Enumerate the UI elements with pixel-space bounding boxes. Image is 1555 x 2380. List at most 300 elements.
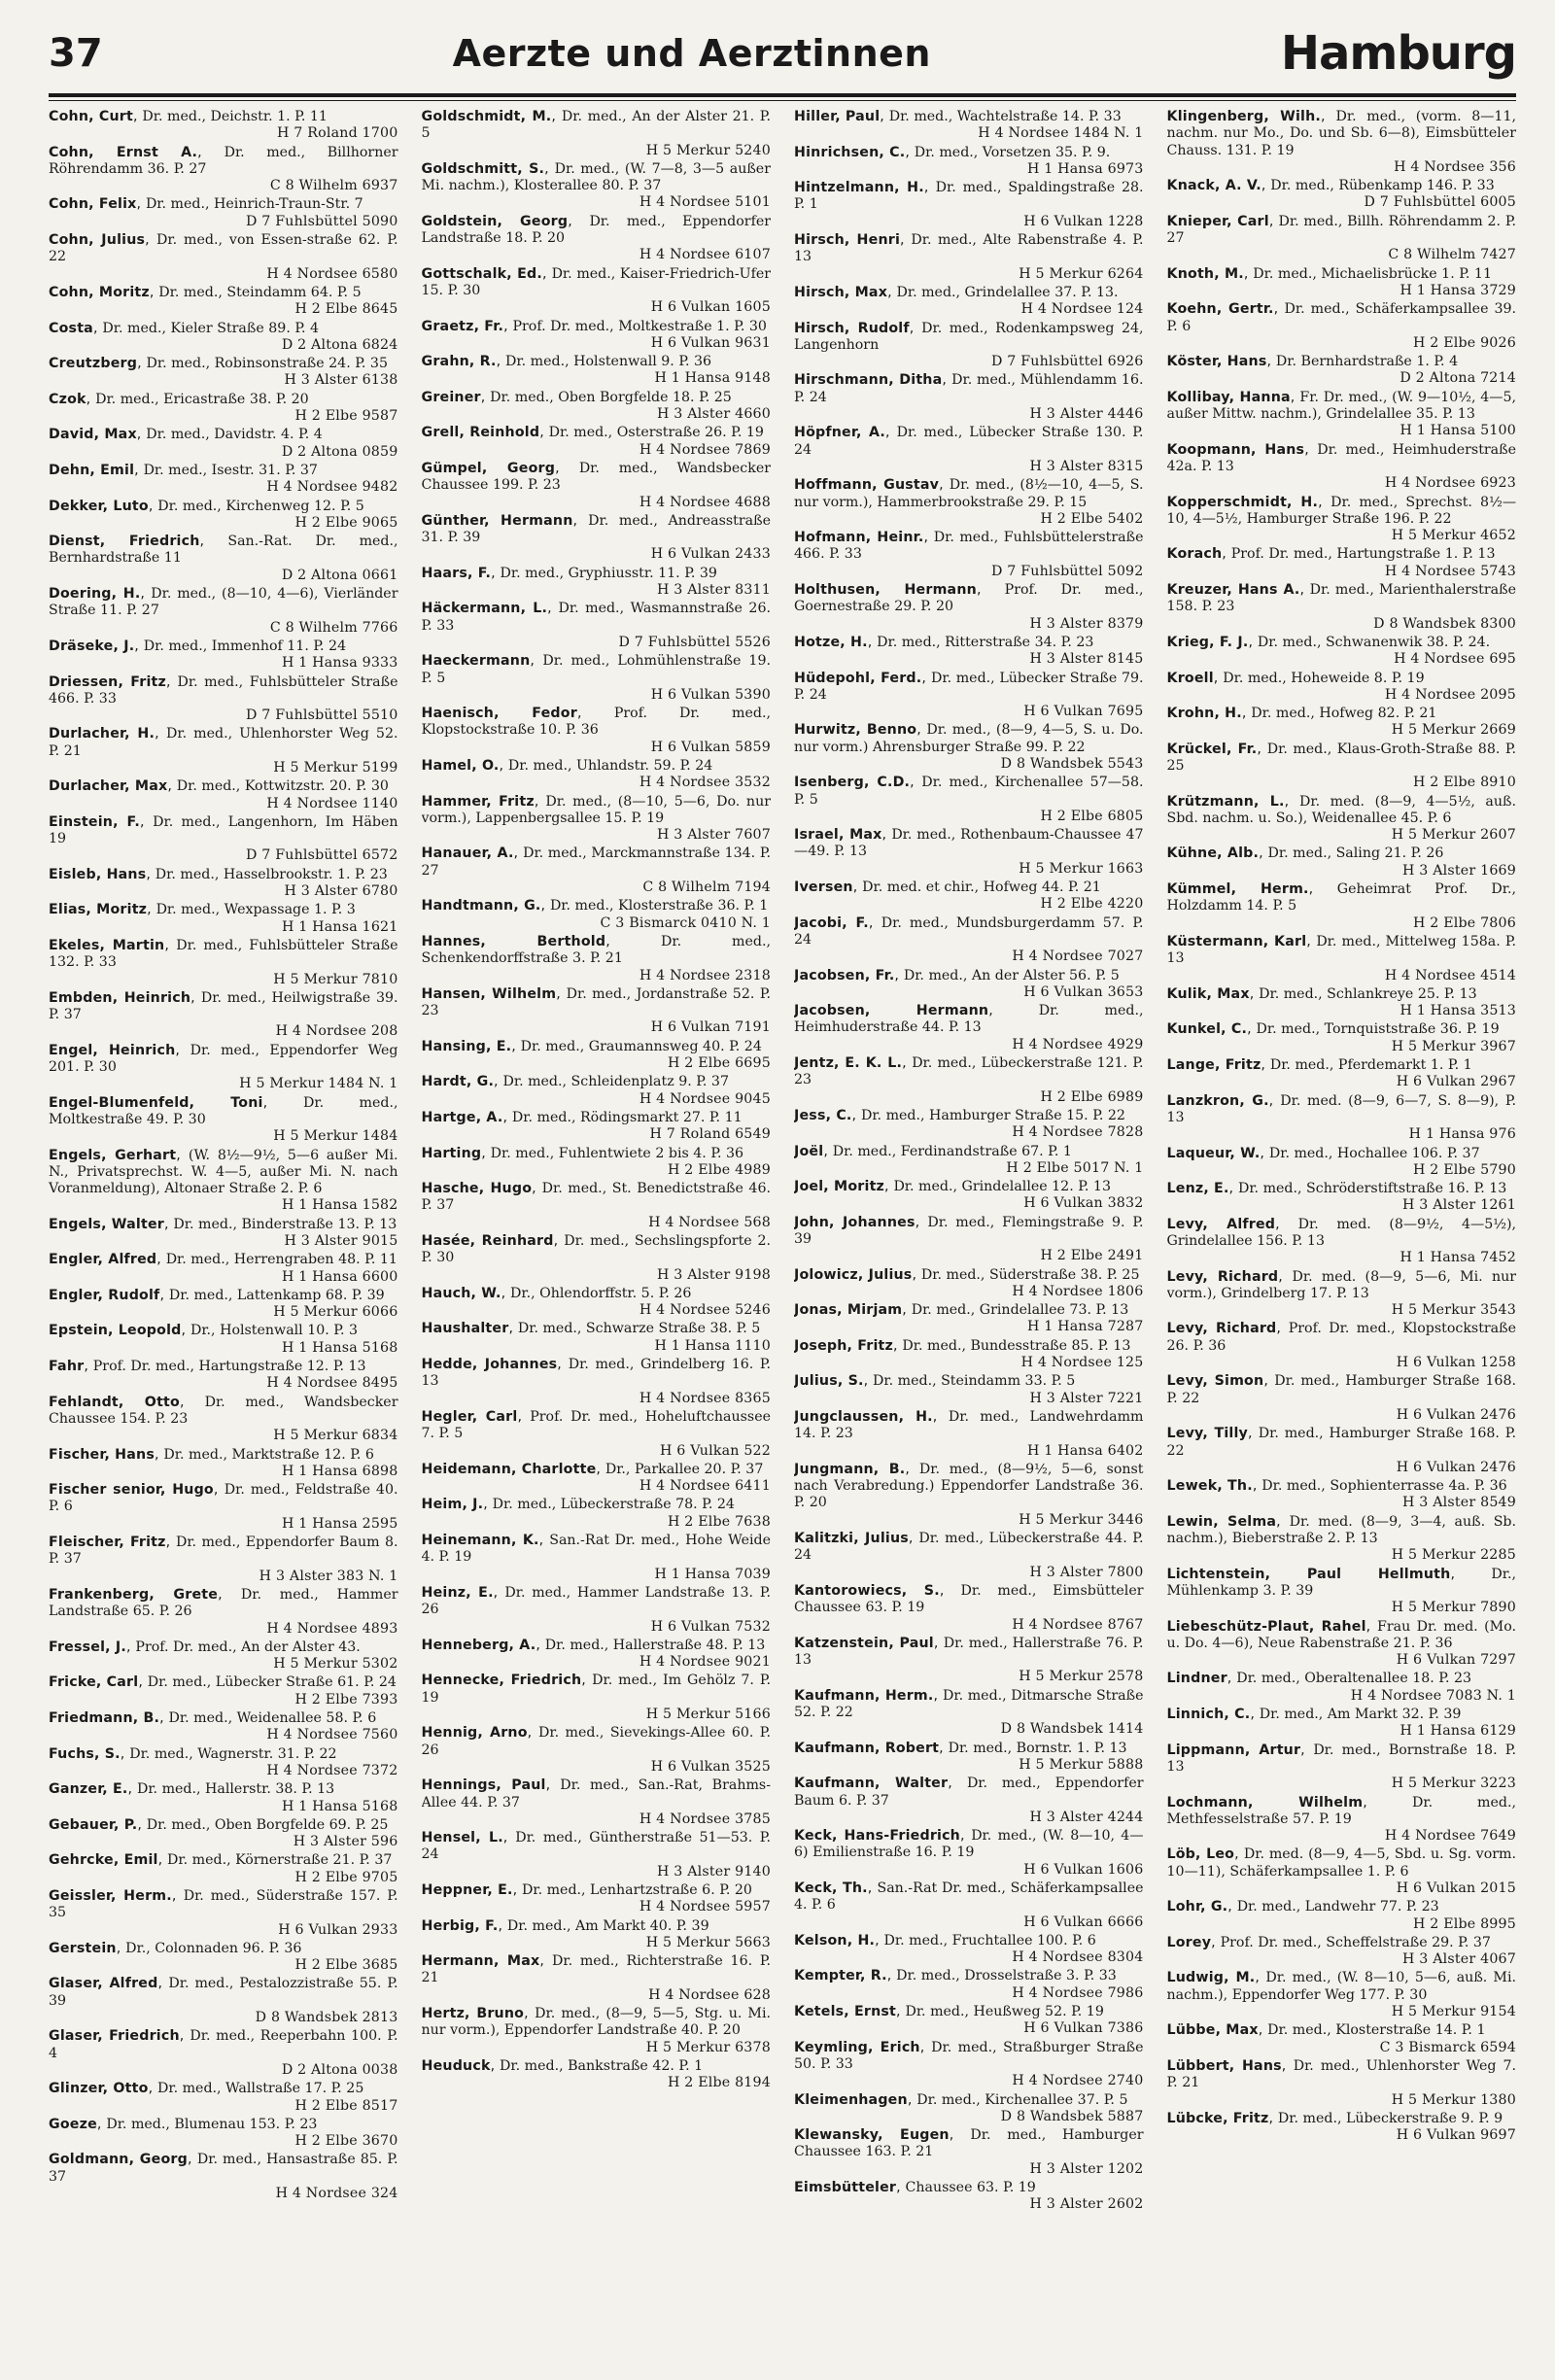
directory-entry xyxy=(794,1741,1144,1775)
entry-name: Israel, Max , xyxy=(794,827,891,843)
directory-entry xyxy=(49,1288,398,1322)
entry-name: Hamel, O. , xyxy=(422,758,508,774)
directory-entry xyxy=(422,1953,772,2004)
directory-entry xyxy=(422,1497,772,1531)
entry-details: Dr. med., Grindelallee 12. P. 13 xyxy=(893,1179,1111,1195)
directory-entry xyxy=(49,109,398,143)
entry-details: Dr. med., Fruchtallee 100. P. 6 xyxy=(883,1932,1096,1949)
entry-details: Dr. med., Schwanenwik 38. P. 24. xyxy=(1257,634,1491,650)
directory-entry xyxy=(1167,671,1517,705)
directory-entry xyxy=(1167,1671,1517,1705)
entry-details: Dr. med., Bundesstraße 85. P. 13 xyxy=(902,1337,1131,1354)
entry-details: Dr. med., Davidstr. 4. P. 4 xyxy=(146,427,323,443)
directory-entry xyxy=(794,372,1144,423)
entry-phone: H 6 Vulkan 7191 xyxy=(650,1019,771,1036)
entry-name: Doering, H. , xyxy=(49,586,151,602)
entry-phone: H 3 Alster 9015 xyxy=(284,1233,398,1249)
directory-entry xyxy=(49,1447,398,1481)
directory-entry xyxy=(49,1323,398,1357)
entry-phone: H 2 Elbe 6989 xyxy=(1040,1088,1144,1105)
directory-entry xyxy=(794,2127,1144,2178)
entry-details: Dr. med., Robinsonstraße 24. P. 35 xyxy=(146,356,388,372)
entry-details: Dr. med., An der Alster 56. P. 5 xyxy=(903,967,1120,983)
entry-details: Dr. med., (8—9, 5—5, Stg. u. Mi. nur vorm.), Eppendorfer Landstraße 40. P. 20 xyxy=(421,2006,771,2039)
entry-phone: H 2 Elbe 9065 xyxy=(294,514,398,531)
entry-phone: D 7 Fuhlsbüttel 5526 xyxy=(618,634,771,650)
entry-details: Dr. med., Fuhlsbütteler Straße 466. P. 33 xyxy=(49,673,398,707)
entry-phone: H 4 Nordsee 6107 xyxy=(639,247,771,263)
entry-name: Cohn, Curt , xyxy=(49,109,142,124)
entry-details: Dr. med., Fuhlsbüttelerstraße 466. P. 33 xyxy=(794,530,1144,563)
entry-name: Jonas, Mirjam , xyxy=(794,1302,912,1318)
entry-name: Levy, Simon , xyxy=(1167,1373,1275,1389)
entry-name: Goldschmitt, S. , xyxy=(422,161,555,177)
entry-name: Ekeles, Martin , xyxy=(49,938,176,953)
directory-entry xyxy=(49,1746,398,1780)
entry-name: Hennings, Paul , xyxy=(422,1777,561,1793)
entry-name: Hennecke, Friedrich , xyxy=(422,1673,593,1688)
directory-entry xyxy=(49,1252,398,1286)
entry-phone: H 6 Vulkan 5859 xyxy=(650,739,771,755)
entry-details: Prof. Dr. med., Hartungstraße 1. P. 13 xyxy=(1230,546,1496,563)
entry-phone: H 1 Hansa 5100 xyxy=(1400,423,1516,439)
directory-entry xyxy=(794,1828,1144,1879)
entry-details: Dr. med. (8—9, 4—5½, auß. Sbd. nachm. u. So.), Weidenallee 45. P. 6 xyxy=(1166,793,1516,826)
directory-entry xyxy=(422,1146,772,1180)
entry-details: Dr. med., Kirchenallee 37. P. 5 xyxy=(916,2091,1128,2108)
entry-name: Handtmann, G. , xyxy=(422,898,550,914)
entry-name: Fehlandt, Otto , xyxy=(49,1395,205,1410)
entry-phone: H 6 Vulkan 5390 xyxy=(650,686,771,703)
entry-phone: H 4 Nordsee 7027 xyxy=(1012,949,1144,965)
entry-details: Dr. med., Wasmannstraße 26. P. 33 xyxy=(421,601,771,634)
entry-phone: H 1 Hansa 7039 xyxy=(654,1566,771,1582)
entry-name: Glinzer, Otto , xyxy=(49,2081,157,2096)
entry-phone: D 2 Altona 6824 xyxy=(281,336,398,353)
entry-phone: H 4 Nordsee 8365 xyxy=(639,1390,771,1406)
entry-name: Greiner , xyxy=(422,390,491,405)
entry-phone: H 4 Nordsee 2318 xyxy=(639,967,771,983)
entry-details: Dr. med., Moltkestraße 49. P. 30 xyxy=(49,1094,398,1127)
entry-phone: H 1 Hansa 6600 xyxy=(281,1268,398,1285)
entry-details: Dr. med., Grindelberg 16. P. 13 xyxy=(421,1357,771,1390)
entry-name: Iversen , xyxy=(794,880,862,895)
entry-phone: H 5 Merkur 3543 xyxy=(1391,1302,1516,1319)
entry-details: Dr. med., Weidenallee 58. P. 6 xyxy=(168,1710,377,1727)
entry-name: Isenberg, C.D. , xyxy=(794,775,921,790)
entry-name: Goeze , xyxy=(49,2117,106,2132)
directory-entry xyxy=(1167,1619,1517,1670)
directory-entry xyxy=(422,1830,772,1880)
entry-details: Dr. med., Grindelallee 73. P. 13 xyxy=(911,1302,1129,1319)
entry-details: Dr. med., Rödingsmarkt 27. P. 11 xyxy=(511,1109,743,1125)
directory-entry xyxy=(794,1003,1144,1053)
entry-details: Dr. med., Heimhuderstraße 44. P. 13 xyxy=(794,1003,1144,1036)
directory-entry xyxy=(794,671,1144,721)
entry-details: Dr. med., (W. 7—8, 3—5 außer Mi. nachm.), Klosterallee 80. P. 37 xyxy=(421,160,771,194)
entry-details: Dr. med., Güntherstraße 51—53. P. 24 xyxy=(421,1830,771,1863)
entry-name: Dekker, Luto , xyxy=(49,499,157,514)
directory-entry xyxy=(1167,1373,1517,1424)
entry-details: Dr. med., Sophienterrasse 4a. P. 36 xyxy=(1261,1478,1507,1495)
directory-column-3 xyxy=(794,109,1144,2366)
directory-entry xyxy=(1167,495,1517,545)
entry-name: Joël , xyxy=(794,1144,833,1159)
directory-entry xyxy=(422,2006,772,2056)
entry-name: Kroell , xyxy=(1167,671,1224,686)
entry-phone: H 2 Elbe 9587 xyxy=(294,408,398,425)
entry-name: Lewin, Selma , xyxy=(1167,1514,1290,1530)
entry-details: Dr. med., Fuhlsbütteler Straße 132. P. 33 xyxy=(49,937,398,971)
entry-details: (W. 8½—9½, 5—6 außer Mi. N., Privatsprechst. W. 4—5, außer Mi. N. nach Voranmeldung), Altonaer Straße 2. P. 6 xyxy=(49,1147,398,1197)
entry-details: Dr. med., Mühlendamm 16. P. 24 xyxy=(794,372,1144,405)
entry-details: Dr. med., Vorsetzen 35. P. 9. xyxy=(914,144,1111,160)
entry-phone: H 4 Nordsee 7372 xyxy=(266,1762,398,1778)
entry-name: Fischer senior, Hugo , xyxy=(49,1482,225,1498)
entry-details: Dr. med., Tornquiststraße 36. P. 19 xyxy=(1256,1021,1500,1038)
entry-details: Dr. med., Blumenau 153. P. 23 xyxy=(106,2116,318,2132)
directory-entry xyxy=(794,1055,1144,1106)
entry-details: Dr. med., Steindamm 33. P. 5 xyxy=(873,1373,1076,1390)
page-title: Aerzte und Aerztinnen xyxy=(452,32,931,75)
directory-entry xyxy=(422,1233,772,1284)
entry-name: Knack, A. V. , xyxy=(1167,178,1271,193)
entry-phone: H 4 Nordsee 9021 xyxy=(639,1654,771,1671)
entry-name: Keck, Hans-Friedrich , xyxy=(794,1828,971,1844)
entry-details: Dr. med., Hammer Landstraße 65. P. 26 xyxy=(49,1586,398,1620)
entry-details: Dr. med., Hamburger Chaussee 163. P. 21 xyxy=(794,2127,1144,2160)
entry-details: Dr. med., Hansastraße 85. P. 37 xyxy=(49,2152,398,2185)
directory-entry xyxy=(794,1373,1144,1407)
entry-details: Dr. med., (vorm. 8—11, nachm. nur Mo., Do. und Sb. 6—8), Eimsbütteler Chauss. 131. P. 19 xyxy=(1166,109,1516,158)
entry-details: Dr. med., Billhorner Röhrendamm 36. P. 27 xyxy=(49,144,398,177)
directory-entry xyxy=(422,1357,772,1407)
directory-entry xyxy=(49,1781,398,1815)
entry-details: Dr. med., Ditmarsche Straße 52. P. 22 xyxy=(794,1687,1144,1721)
entry-details: Dr. med., Eppendorfer Baum 8. P. 37 xyxy=(49,1535,398,1568)
entry-phone: H 3 Alster 4446 xyxy=(1029,406,1144,423)
directory-entry xyxy=(794,1302,1144,1336)
entry-name: Kopperschmidt, H. , xyxy=(1167,495,1331,510)
directory-entry xyxy=(794,232,1144,283)
directory-entry xyxy=(422,1777,772,1828)
entry-details: Dr. med., (W. 8—10, 5—6, auß. Mi. nachm.), Eppendorfer Weg 177. P. 30 xyxy=(1166,1970,1516,2003)
entry-name: Joseph, Fritz , xyxy=(794,1338,902,1354)
entry-details: Dr. med., Rothenbaum-Chaussee 47—49. P. 13 xyxy=(794,827,1144,860)
entry-name: Heim, J. , xyxy=(422,1497,493,1512)
entry-name: Hoffmann, Gustav , xyxy=(794,477,950,493)
entry-phone: H 6 Vulkan 2933 xyxy=(278,1921,398,1938)
entry-name: Hotze, H. , xyxy=(794,635,877,650)
entry-phone: H 3 Alster 8311 xyxy=(657,582,771,599)
entry-details: Dr. med., Hoheweide 8. P. 19 xyxy=(1223,670,1425,686)
entry-phone: H 3 Alster 8549 xyxy=(1402,1495,1516,1511)
entry-name: Gerstein , xyxy=(49,1941,125,1956)
entry-name: Engels, Gerhart , xyxy=(49,1148,189,1163)
directory-entry xyxy=(49,1639,398,1673)
entry-name: Heppner, E. , xyxy=(422,1882,522,1898)
entry-details: Dr. med., Schwarze Straße 38. P. 5 xyxy=(517,1321,761,1337)
directory-entry xyxy=(794,1583,1144,1634)
entry-phone: H 5 Merkur 3967 xyxy=(1391,1038,1516,1054)
entry-phone: H 2 Elbe 7393 xyxy=(294,1691,398,1707)
entry-details: Dr. med., Lübeckerstraße 9. P. 9 xyxy=(1277,2110,1503,2126)
directory-entry xyxy=(1167,266,1517,300)
entry-details: Dr. med., Bornstraße 18. P. 13 xyxy=(1166,1742,1516,1775)
entry-details: Dr. med., Süderstraße 157. P. 35 xyxy=(49,1887,398,1921)
entry-name: Hegler, Carl , xyxy=(422,1409,531,1425)
region-title: Hamburg xyxy=(1280,26,1516,81)
entry-name: Lübbe, Max , xyxy=(1167,2022,1268,2038)
entry-details: Dr. med., Hallerstraße 76. P. 13 xyxy=(794,1635,1144,1669)
entry-name: Kulik, Max , xyxy=(1167,986,1260,1002)
entry-details: Dr. med., Lübeckerstraße 78. P. 24 xyxy=(492,1497,735,1513)
entry-details: Dr. med., Straßburger Straße 50. P. 33 xyxy=(794,2039,1144,2072)
entry-name: Dehn, Emil , xyxy=(49,463,144,478)
entry-name: Lohr, G. , xyxy=(1167,1899,1237,1914)
entry-details: Dr. med., Uhlenhorster Weg 52. P. 21 xyxy=(49,726,398,759)
entry-name: Krieg, F. J. , xyxy=(1167,635,1258,650)
directory-entry xyxy=(422,794,772,845)
entry-phone: H 4 Nordsee 208 xyxy=(275,1023,398,1040)
entry-phone: D 8 Wandsbek 2813 xyxy=(255,2010,398,2026)
entry-phone: H 2 Elbe 5790 xyxy=(1412,1161,1516,1178)
entry-phone: H 2 Elbe 6805 xyxy=(1040,808,1144,824)
entry-phone: H 4 Nordsee 7986 xyxy=(1012,1984,1144,2001)
entry-name: Kühne, Alb. , xyxy=(1167,845,1268,861)
entry-phone: H 5 Merkur 6264 xyxy=(1019,265,1144,282)
entry-details: Dr. med., Mittelweg 158a. P. 13 xyxy=(1166,933,1516,967)
entry-phone: D 7 Fuhlsbüttel 5090 xyxy=(245,213,398,229)
entry-name: Hasche, Hugo , xyxy=(422,1181,542,1196)
entry-phone: H 5 Merkur 2285 xyxy=(1391,1547,1516,1564)
entry-phone: C 8 Wilhelm 7427 xyxy=(1388,247,1516,263)
entry-name: Engler, Rudolf , xyxy=(49,1288,169,1303)
entry-phone: H 1 Hansa 1621 xyxy=(281,918,398,935)
entry-phone: H 3 Alster 9198 xyxy=(657,1266,771,1283)
entry-name: Krückel, Fr. , xyxy=(1167,742,1267,757)
entry-name: Engler, Alfred , xyxy=(49,1252,166,1267)
entry-details: Dr. med., Hallerstr. 38. P. 13 xyxy=(136,1781,335,1798)
entry-phone: H 1 Hansa 7452 xyxy=(1400,1250,1516,1266)
entry-phone: H 6 Vulkan 1605 xyxy=(650,299,771,316)
entry-phone: H 3 Alster 1261 xyxy=(1402,1197,1516,1214)
entry-phone: H 3 Alster 4067 xyxy=(1402,1951,1516,1968)
directory-entry xyxy=(49,2081,398,2115)
directory-entry xyxy=(794,1409,1144,1460)
entry-phone: H 5 Merkur 7890 xyxy=(1391,1600,1516,1616)
entry-phone: H 3 Alster 4244 xyxy=(1029,1809,1144,1825)
entry-phone: H 4 Nordsee 8304 xyxy=(1012,1949,1144,1966)
entry-name: Costa , xyxy=(49,321,102,336)
entry-phone: H 5 Merkur 1380 xyxy=(1391,2091,1516,2108)
entry-name: David, Max , xyxy=(49,427,146,442)
entry-phone: H 1 Hansa 6402 xyxy=(1026,1442,1144,1459)
entry-phone: H 5 Merkur 6834 xyxy=(273,1428,398,1444)
directory-entry xyxy=(49,1710,398,1744)
entry-phone: H 5 Merkur 6378 xyxy=(645,2039,771,2055)
entry-phone: H 4 Nordsee 568 xyxy=(648,1214,771,1230)
entry-details: San.-Rat Dr. med., Schäferkampsallee 4. P. 6 xyxy=(794,1880,1144,1914)
entry-details: Dr. med., Andreasstraße 31. P. 39 xyxy=(421,512,771,546)
entry-details: Dr. med., Wexpassage 1. P. 3 xyxy=(156,902,356,918)
directory-entry xyxy=(422,266,772,317)
entry-name: Einstein, F. , xyxy=(49,814,153,830)
entry-name: Czok , xyxy=(49,392,95,407)
entry-details: Dr. med., Klosterstraße 36. P. 1 xyxy=(549,898,769,914)
entry-details: Dr. med., Kirchenallee 57—58. P. 5 xyxy=(794,775,1144,808)
directory-entry xyxy=(794,582,1144,633)
entry-name: Klingenberg, Wilh. , xyxy=(1167,109,1336,124)
entry-phone: C 8 Wilhelm 6937 xyxy=(269,178,398,194)
entry-name: Lübbert, Hans , xyxy=(1167,2058,1294,2074)
entry-name: Jacobsen, Hermann , xyxy=(794,1003,1039,1018)
entry-name: Julius, S. , xyxy=(794,1373,873,1389)
entry-details: Dr. med., Schlankreye 25. P. 13 xyxy=(1259,985,1477,1002)
entry-name: Jacobsen, Fr. , xyxy=(794,968,904,983)
entry-phone: D 2 Altona 0038 xyxy=(281,2061,398,2078)
entry-phone: D 7 Fuhlsbüttel 5092 xyxy=(990,563,1144,579)
directory-entry xyxy=(49,938,398,988)
directory-entry xyxy=(794,1215,1144,1265)
entry-details: Frau Dr. med. (Mo. u. Do. 4—6), Neue Rabenstraße 21. P. 36 xyxy=(1166,1618,1516,1651)
directory-entry xyxy=(794,775,1144,825)
directory-entry xyxy=(422,425,772,459)
entry-details: Dr. med., Ericastraße 38. P. 20 xyxy=(95,391,309,407)
entry-name: Lorey , xyxy=(1167,1935,1221,1950)
entry-phone: H 4 Nordsee 6580 xyxy=(266,265,398,282)
entry-phone: D 8 Wandsbek 5543 xyxy=(1000,755,1144,772)
entry-name: Hertz, Bruno , xyxy=(422,2006,536,2021)
entry-phone: H 4 Nordsee 5101 xyxy=(639,194,771,211)
directory-entry xyxy=(49,1395,398,1445)
entry-phone: H 5 Merkur 1484 N. 1 xyxy=(239,1076,398,1092)
entry-phone: H 5 Merkur 3223 xyxy=(1391,1776,1516,1792)
entry-phone: H 6 Vulkan 7695 xyxy=(1023,704,1144,720)
entry-phone: H 2 Elbe 9026 xyxy=(1412,334,1516,351)
directory-entry xyxy=(1167,2058,1517,2109)
entry-phone: H 6 Vulkan 9697 xyxy=(1396,2127,1516,2144)
entry-details: Prof. Dr. med., Moltkestraße 1. P. 30 xyxy=(512,318,767,334)
entry-name: Cohn, Moritz , xyxy=(49,285,158,300)
directory-entry xyxy=(794,827,1144,878)
entry-name: Joel, Moritz , xyxy=(794,1179,893,1194)
entry-phone: H 5 Merkur 2578 xyxy=(1019,1669,1144,1685)
entry-details: Dr. med., Holstenwall 9. P. 36 xyxy=(505,354,712,370)
entry-details: Dr., Holstenwall 10. P. 3 xyxy=(190,1323,359,1339)
entry-phone: H 3 Alster 2602 xyxy=(1029,2196,1144,2213)
directory-entry xyxy=(49,1976,398,2026)
entry-details: Dr. med., Binderstraße 13. P. 13 xyxy=(173,1216,397,1232)
entry-phone: H 3 Alster 1669 xyxy=(1402,862,1516,879)
entry-phone: H 5 Merkur 7810 xyxy=(273,971,398,987)
directory-entry xyxy=(422,513,772,564)
directory-entry xyxy=(1167,794,1517,845)
entry-name: Knoth, M. , xyxy=(1167,266,1254,282)
entry-phone: H 6 Vulkan 6666 xyxy=(1023,1914,1144,1930)
directory-entry xyxy=(49,1043,398,1093)
directory-entry xyxy=(794,1688,1144,1739)
entry-details: Dr. med., Landwehr 77. P. 23 xyxy=(1236,1899,1439,1915)
entry-phone: H 1 Hansa 6973 xyxy=(1026,160,1144,177)
directory-entry xyxy=(49,145,398,195)
directory-entry xyxy=(1167,109,1517,176)
entry-details: Dr. med., Landwehrdamm 14. P. 23 xyxy=(794,1408,1144,1442)
entry-name: Haeckermann , xyxy=(422,653,543,669)
entry-details: Dr. med., Sprechst. 8½—10, 4—5½, Hamburger Straße 196. P. 22 xyxy=(1166,494,1516,527)
entry-name: Dräseke, J. , xyxy=(49,638,144,654)
entry-details: Dr. med., Hasselbrookstr. 1. P. 23 xyxy=(155,866,388,882)
entry-phone: H 2 Elbe 3670 xyxy=(294,2133,398,2150)
entry-name: Hasée, Reinhard , xyxy=(422,1233,565,1249)
entry-name: Haars, F. , xyxy=(422,566,501,581)
entry-name: Klewansky, Eugen , xyxy=(794,2127,970,2143)
entry-phone: H 4 Nordsee 125 xyxy=(1020,1355,1144,1371)
directory-entry xyxy=(1167,986,1517,1020)
directory-entry xyxy=(1167,1899,1517,1933)
directory-entry xyxy=(422,319,772,353)
entry-details: Prof. Dr. med., Klopstockstraße 10. P. 36 xyxy=(421,706,771,739)
entry-details: Dr. med., St. Benedictstraße 46. P. 37 xyxy=(421,1181,771,1214)
entry-details: Prof. Dr. med., Goernestraße 29. P. 20 xyxy=(794,582,1144,615)
entry-phone: H 1 Hansa 3513 xyxy=(1400,1003,1516,1019)
directory-entry xyxy=(422,898,772,932)
entry-name: Durlacher, Max , xyxy=(49,778,177,794)
entry-details: Dr. med., Schleidenplatz 9. P. 37 xyxy=(502,1074,729,1090)
entry-phone: H 2 Elbe 8645 xyxy=(294,301,398,318)
directory-entry xyxy=(49,1587,398,1638)
entry-details: Dr. med., Klaus-Groth-Straße 88. P. 25 xyxy=(1166,741,1516,774)
entry-phone: H 5 Merkur 3446 xyxy=(1019,1511,1144,1528)
entry-name: Lippmann, Artur , xyxy=(1167,1742,1314,1758)
entry-phone: H 4 Nordsee 124 xyxy=(1020,301,1144,318)
entry-details: Dr. med., Mundsburgerdamm 57. P. 24 xyxy=(794,914,1144,948)
entry-details: Dr. med., Eppendorfer Landstraße 18. P. 20 xyxy=(421,213,771,247)
directory-entry xyxy=(49,1148,398,1215)
entry-name: Hüdepohl, Ferd. , xyxy=(794,671,931,686)
entry-details: Dr. med. et chir., Hofweg 44. P. 21 xyxy=(862,880,1101,896)
entry-details: Dr. med., (W. 8—10, 4—6) Emilienstraße 16. P. 19 xyxy=(794,1828,1144,1861)
entry-name: Levy, Alfred , xyxy=(1167,1217,1298,1232)
directory-entry xyxy=(794,1179,1144,1213)
directory-entry xyxy=(49,2117,398,2151)
entry-name: Engels, Walter , xyxy=(49,1217,173,1232)
directory-entry xyxy=(422,1882,772,1916)
directory-entry xyxy=(49,285,398,319)
entry-name: Kaufmann, Robert , xyxy=(794,1741,949,1756)
directory-entry xyxy=(1167,1146,1517,1180)
entry-name: Fischer, Hans , xyxy=(49,1447,163,1463)
directory-entry xyxy=(422,2058,772,2092)
entry-phone: H 5 Merkur 9154 xyxy=(1391,2004,1516,2020)
entry-details: Dr. med., Lübeckerstraße 121. P. 23 xyxy=(794,1055,1144,1088)
entry-name: Katzenstein, Paul , xyxy=(794,1636,944,1651)
entry-name: Hansing, E. , xyxy=(422,1039,521,1054)
directory-entry xyxy=(422,601,772,651)
entry-details: Prof. Dr. med., Hoheluftchaussee 7. P. 5 xyxy=(421,1408,771,1442)
directory-entry xyxy=(422,1286,772,1320)
entry-details: Dr. med., Drosselstraße 3. P. 33 xyxy=(896,1968,1117,1984)
entry-name: Hurwitz, Benno , xyxy=(794,722,926,738)
entry-name: Hirsch, Henri , xyxy=(794,232,911,248)
header-rule-thin xyxy=(49,100,1516,101)
entry-phone: H 6 Vulkan 2476 xyxy=(1396,1406,1516,1423)
directory-entry xyxy=(1167,635,1517,669)
entry-name: Hennig, Arno , xyxy=(422,1725,538,1741)
entry-name: Ketels, Ernst , xyxy=(794,2004,905,2019)
directory-entry xyxy=(422,214,772,264)
directory-entry xyxy=(422,566,772,600)
